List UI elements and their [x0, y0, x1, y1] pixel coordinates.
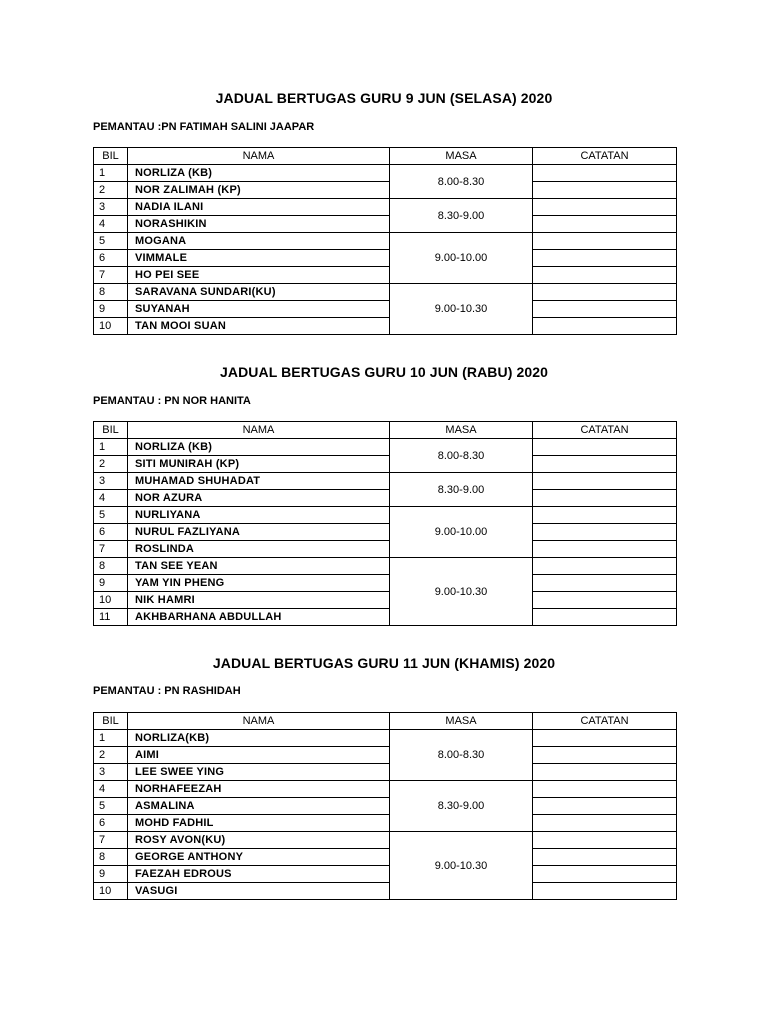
header-bil: BIL — [94, 148, 128, 165]
nama-cell: VIMMALE — [128, 250, 390, 267]
table-row — [94, 473, 677, 490]
bil-cell: 9 — [94, 866, 128, 883]
catatan-cell — [533, 798, 677, 815]
catatan-cell — [533, 490, 677, 507]
bil-cell: 7 — [94, 541, 128, 558]
table-row — [94, 524, 677, 541]
catatan-cell — [533, 216, 677, 233]
header-masa: MASA — [390, 422, 533, 439]
table-row — [94, 575, 677, 592]
catatan-cell — [533, 318, 677, 335]
masa-cell: 8.00-8.30 — [390, 165, 533, 199]
nama-cell: ASMALINA — [128, 798, 390, 815]
table-row — [94, 439, 677, 456]
nama-cell: TAN MOOI SUAN — [128, 318, 390, 335]
catatan-cell — [533, 301, 677, 318]
catatan-cell — [533, 473, 677, 490]
bil-cell: 1 — [94, 439, 128, 456]
nama-cell: AIMI — [128, 747, 390, 764]
bil-cell: 2 — [94, 747, 128, 764]
header-bil: BIL — [94, 713, 128, 730]
nama-cell: SITI MUNIRAH (KP) — [128, 456, 390, 473]
bil-cell: 11 — [94, 609, 128, 626]
masa-cell: 8.30-9.00 — [390, 199, 533, 233]
nama-cell: NORASHIKIN — [128, 216, 390, 233]
table-row — [94, 883, 677, 900]
bil-cell: 4 — [94, 216, 128, 233]
catatan-cell — [533, 456, 677, 473]
table-header-row — [94, 713, 677, 730]
bil-cell: 5 — [94, 233, 128, 250]
nama-cell: NORLIZA (KB) — [128, 439, 390, 456]
bil-cell: 6 — [94, 250, 128, 267]
bil-cell: 9 — [94, 575, 128, 592]
header-nama: NAMA — [128, 422, 390, 439]
table-row — [94, 456, 677, 473]
bil-cell: 6 — [94, 524, 128, 541]
catatan-cell — [533, 284, 677, 301]
table-row — [94, 592, 677, 609]
nama-cell: NURLIYANA — [128, 507, 390, 524]
header-masa: MASA — [390, 713, 533, 730]
nama-cell: ROSLINDA — [128, 541, 390, 558]
table-row — [94, 233, 677, 250]
catatan-cell — [533, 439, 677, 456]
catatan-cell — [533, 781, 677, 798]
bil-cell: 10 — [94, 592, 128, 609]
nama-cell: NORHAFEEZAH — [128, 781, 390, 798]
schedule-title: JADUAL BERTUGAS GURU 9 JUN (SELASA) 2020 — [215, 90, 553, 106]
catatan-cell — [533, 182, 677, 199]
nama-cell: SARAVANA SUNDARI(KU) — [128, 284, 390, 301]
catatan-cell — [533, 541, 677, 558]
nama-cell: HO PEI SEE — [128, 267, 390, 284]
masa-cell: 9.00-10.30 — [390, 832, 533, 900]
nama-cell: NORLIZA (KB) — [128, 165, 390, 182]
table-row — [94, 318, 677, 335]
nama-cell: NURUL FAZLIYANA — [128, 524, 390, 541]
bil-cell: 8 — [94, 558, 128, 575]
nama-cell: AKHBARHANA ABDULLAH — [128, 609, 390, 626]
catatan-cell — [533, 524, 677, 541]
catatan-cell — [533, 165, 677, 182]
table-row — [94, 609, 677, 626]
monitor-label: PEMANTAU : PN RASHIDAH — [93, 685, 241, 697]
bil-cell: 3 — [94, 473, 128, 490]
nama-cell: VASUGI — [128, 883, 390, 900]
duty-table — [93, 421, 677, 626]
table-row — [94, 781, 677, 798]
header-masa: MASA — [390, 148, 533, 165]
nama-cell: NOR ZALIMAH (KP) — [128, 182, 390, 199]
bil-cell: 7 — [94, 832, 128, 849]
catatan-cell — [533, 507, 677, 524]
header-bil: BIL — [94, 422, 128, 439]
nama-cell: NIK HAMRI — [128, 592, 390, 609]
catatan-cell — [533, 233, 677, 250]
schedule-title: JADUAL BERTUGAS GURU 11 JUN (KHAMIS) 2020 — [212, 655, 556, 671]
table-row — [94, 165, 677, 182]
header-catatan: CATATAN — [533, 148, 677, 165]
table-row — [94, 558, 677, 575]
header-catatan: CATATAN — [533, 422, 677, 439]
table-row — [94, 199, 677, 216]
catatan-cell — [533, 609, 677, 626]
bil-cell: 5 — [94, 798, 128, 815]
duty-table — [93, 147, 677, 335]
bil-cell: 5 — [94, 507, 128, 524]
nama-cell: NORLIZA(KB) — [128, 730, 390, 747]
table-row — [94, 747, 677, 764]
bil-cell: 7 — [94, 267, 128, 284]
catatan-cell — [533, 764, 677, 781]
table-header-row — [94, 422, 677, 439]
nama-cell: NADIA ILANI — [128, 199, 390, 216]
masa-cell: 9.00-10.30 — [390, 558, 533, 626]
table-row — [94, 815, 677, 832]
table-row — [94, 216, 677, 233]
catatan-cell — [533, 883, 677, 900]
nama-cell: MUHAMAD SHUHADAT — [128, 473, 390, 490]
catatan-cell — [533, 267, 677, 284]
nama-cell: YAM YIN PHENG — [128, 575, 390, 592]
table-row — [94, 507, 677, 524]
bil-cell: 9 — [94, 301, 128, 318]
catatan-cell — [533, 849, 677, 866]
nama-cell: TAN SEE YEAN — [128, 558, 390, 575]
masa-cell: 8.00-8.30 — [390, 730, 533, 781]
catatan-cell — [533, 558, 677, 575]
table-row — [94, 764, 677, 781]
catatan-cell — [533, 747, 677, 764]
bil-cell: 4 — [94, 490, 128, 507]
table-row — [94, 267, 677, 284]
masa-cell: 9.00-10.00 — [390, 233, 533, 284]
nama-cell: SUYANAH — [128, 301, 390, 318]
masa-cell: 9.00-10.00 — [390, 507, 533, 558]
bil-cell: 4 — [94, 781, 128, 798]
nama-cell: ROSY AVON(KU) — [128, 832, 390, 849]
bil-cell: 3 — [94, 764, 128, 781]
masa-cell: 8.00-8.30 — [390, 439, 533, 473]
bil-cell: 8 — [94, 284, 128, 301]
catatan-cell — [533, 832, 677, 849]
table-row — [94, 730, 677, 747]
table-row — [94, 541, 677, 558]
nama-cell: MOGANA — [128, 233, 390, 250]
nama-cell: LEE SWEE YING — [128, 764, 390, 781]
table-row — [94, 798, 677, 815]
catatan-cell — [533, 250, 677, 267]
table-row — [94, 284, 677, 301]
bil-cell: 3 — [94, 199, 128, 216]
nama-cell: GEORGE ANTHONY — [128, 849, 390, 866]
header-nama: NAMA — [128, 713, 390, 730]
catatan-cell — [533, 575, 677, 592]
catatan-cell — [533, 592, 677, 609]
catatan-cell — [533, 199, 677, 216]
table-row — [94, 250, 677, 267]
catatan-cell — [533, 730, 677, 747]
table-row — [94, 832, 677, 849]
monitor-label: PEMANTAU : PN NOR HANITA — [93, 395, 251, 407]
table-row — [94, 301, 677, 318]
schedule-title: JADUAL BERTUGAS GURU 10 JUN (RABU) 2020 — [219, 364, 549, 380]
bil-cell: 1 — [94, 730, 128, 747]
bil-cell: 1 — [94, 165, 128, 182]
table-row — [94, 182, 677, 199]
bil-cell: 6 — [94, 815, 128, 832]
duty-table — [93, 712, 677, 900]
catatan-cell — [533, 866, 677, 883]
bil-cell: 2 — [94, 182, 128, 199]
bil-cell: 2 — [94, 456, 128, 473]
nama-cell: NOR AZURA — [128, 490, 390, 507]
nama-cell: FAEZAH EDROUS — [128, 866, 390, 883]
masa-cell: 8.30-9.00 — [390, 781, 533, 832]
header-nama: NAMA — [128, 148, 390, 165]
table-row — [94, 849, 677, 866]
table-header-row — [94, 148, 677, 165]
bil-cell: 10 — [94, 318, 128, 335]
monitor-label: PEMANTAU :PN FATIMAH SALINI JAAPAR — [93, 121, 315, 133]
bil-cell: 8 — [94, 849, 128, 866]
masa-cell: 9.00-10.30 — [390, 284, 533, 335]
masa-cell: 8.30-9.00 — [390, 473, 533, 507]
table-row — [94, 866, 677, 883]
table-row — [94, 490, 677, 507]
nama-cell: MOHD FADHIL — [128, 815, 390, 832]
catatan-cell — [533, 815, 677, 832]
bil-cell: 10 — [94, 883, 128, 900]
header-catatan: CATATAN — [533, 713, 677, 730]
